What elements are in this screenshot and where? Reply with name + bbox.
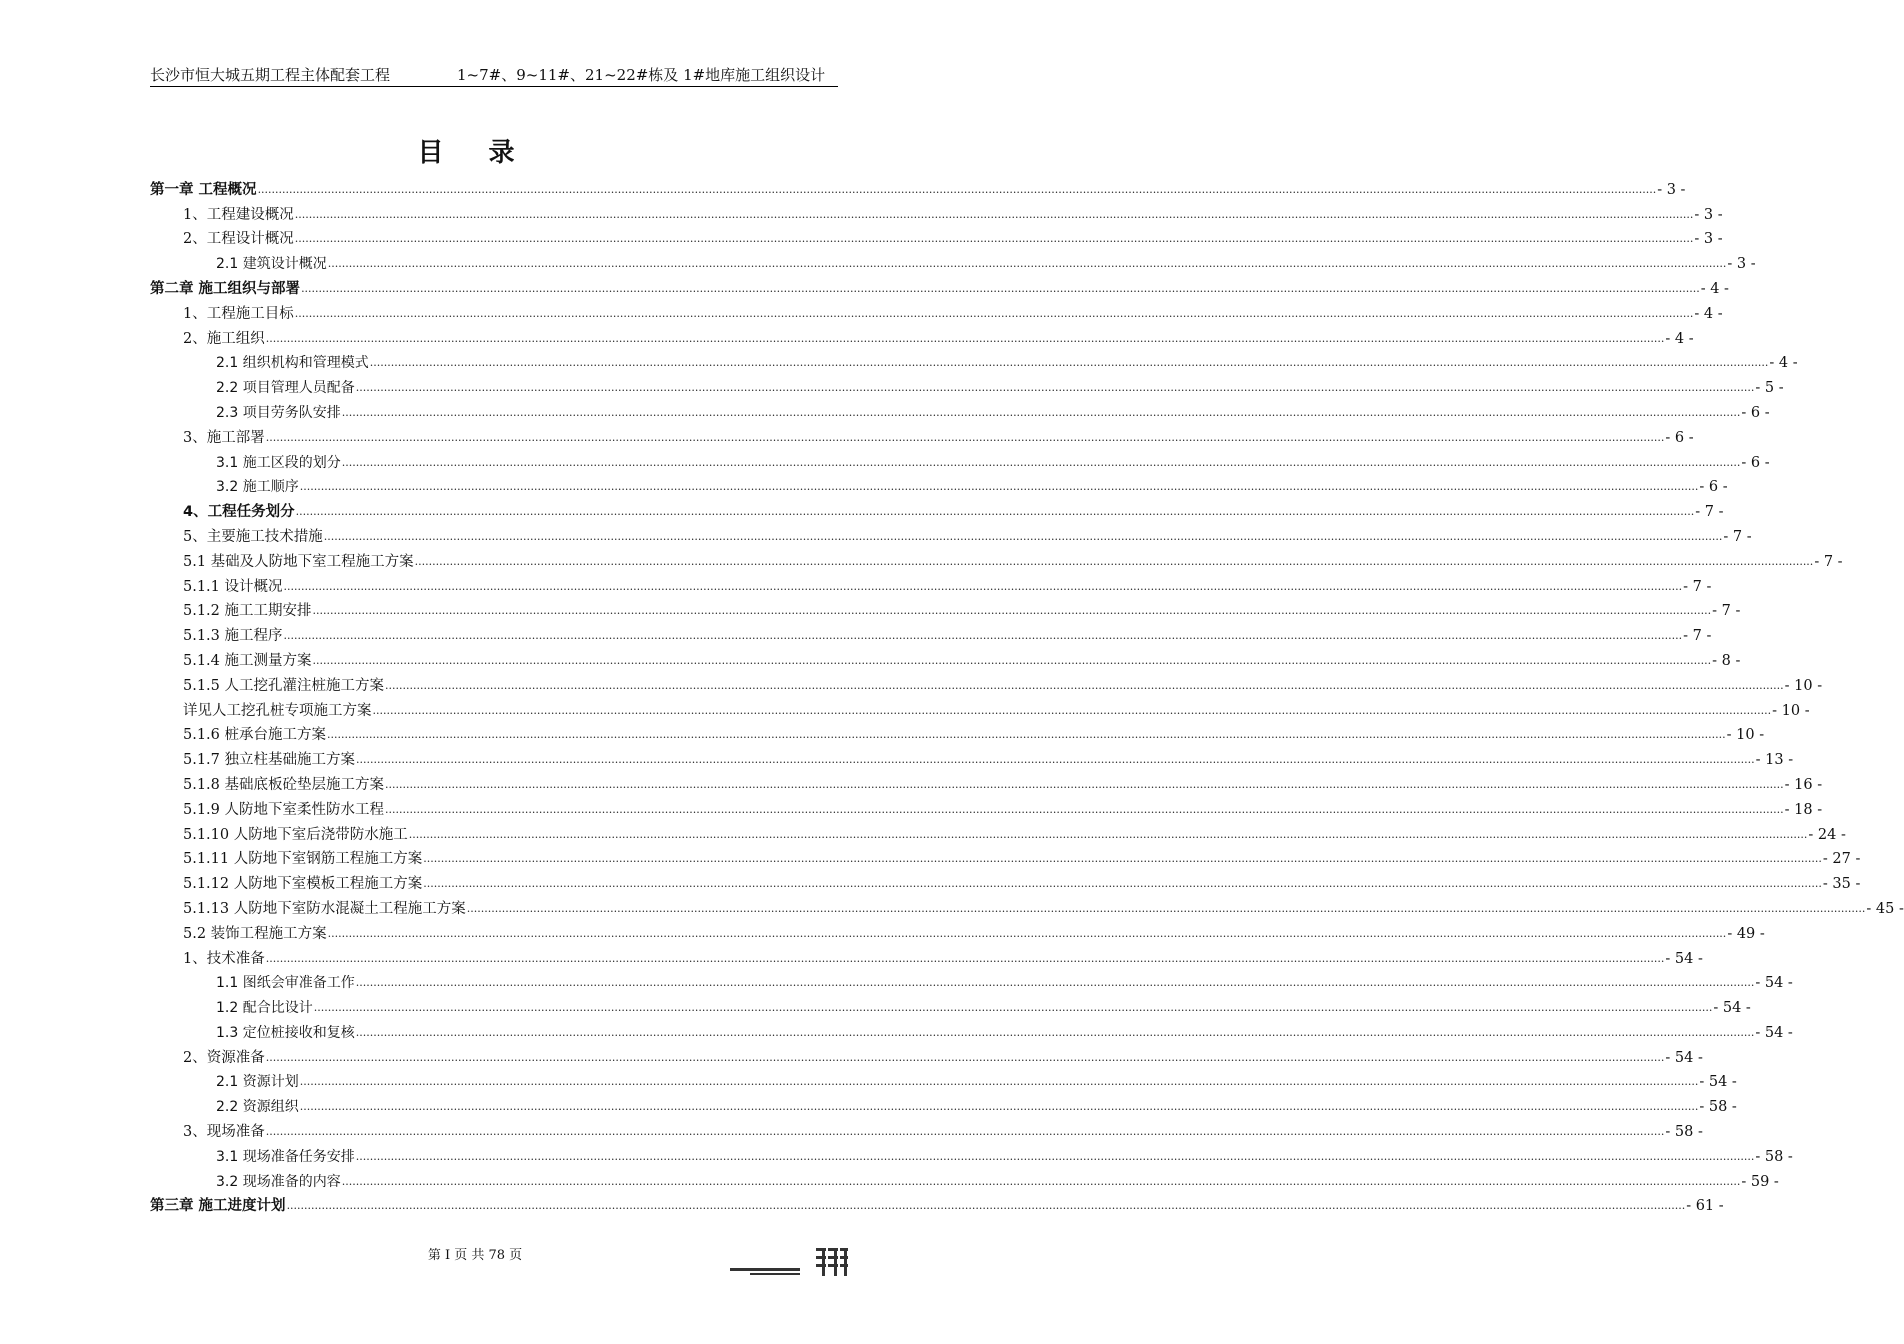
toc-leader-dots: ................................................................................................................................................................................................................................................................................................................................................................................................................ — [299, 480, 1699, 494]
toc-entry[interactable] — [150, 596, 1741, 621]
toc-entry[interactable] — [150, 199, 1723, 224]
toc-entry[interactable] — [150, 620, 1712, 645]
toc-entry-text: 5.1.2 施工工期安排 — [183, 603, 312, 620]
toc-leader-dots: ................................................................................................................................................................................................................................................................................................................................................................................................................ — [323, 529, 1723, 543]
toc-leader-dots: ................................................................................................................................................................................................................................................................................................................................................................................................................ — [356, 753, 1755, 767]
toc-leader-dots: ................................................................................................................................................................................................................................................................................................................................................................................................................ — [294, 306, 1694, 320]
toc-leader-dots: ................................................................................................................................................................................................................................................................................................................................................................................................................ — [385, 678, 1784, 692]
toc-leader-dots: ................................................................................................................................................................................................................................................................................................................................................................................................................ — [257, 182, 1657, 196]
toc-entry[interactable] — [150, 397, 1770, 422]
toc-entry-page: - 3 - — [1657, 181, 1686, 198]
toc-entry-text: 1、工程建设概况 — [183, 206, 294, 223]
toc-entry-page: - 18 - — [1784, 801, 1823, 818]
toc-entry[interactable] — [150, 1141, 1793, 1166]
toc-entry[interactable] — [150, 1166, 1779, 1191]
toc-entry-text: 第二章 施工组织与部署 — [150, 280, 301, 297]
toc-leader-dots: ................................................................................................................................................................................................................................................................................................................................................................................................................ — [299, 1075, 1699, 1089]
page-footer: 第 I 页 共 78 页 — [427, 1248, 523, 1263]
toc-entry-text: 5.1.13 人防地下室防水混凝土工程施工方案 — [183, 900, 466, 917]
toc-leader-dots: ................................................................................................................................................................................................................................................................................................................................................................................................................ — [312, 653, 1712, 667]
toc-leader-dots: ................................................................................................................................................................................................................................................................................................................................................................................................................ — [341, 455, 1741, 469]
toc-entry-page: - 6 - — [1741, 454, 1770, 471]
toc-entry[interactable] — [150, 472, 1728, 497]
toc-leader-dots: ................................................................................................................................................................................................................................................................................................................................................................................................................ — [355, 976, 1755, 990]
toc-entry-text: 1、技术准备 — [183, 950, 265, 967]
header-project-name: 长沙市恒大城五期工程主体配套工程 — [150, 66, 391, 84]
toc-entry-page: - 6 - — [1665, 429, 1694, 446]
toc-entry[interactable] — [150, 521, 1752, 546]
toc-entry-page: - 10 - — [1784, 677, 1823, 694]
toc-entry-text: 5.1.5 人工挖孔灌注桩施工方案 — [183, 677, 385, 694]
toc-entry-text: 2、施工组织 — [183, 330, 265, 347]
toc-leader-dots: ................................................................................................................................................................................................................................................................................................................................................................................................................ — [423, 852, 1822, 866]
toc-entry-text: 5.1.10 人防地下室后浇带防水施工 — [183, 826, 408, 843]
toc-entry[interactable] — [150, 794, 1823, 819]
toc-entry[interactable] — [150, 372, 1784, 397]
toc-entry[interactable] — [150, 422, 1694, 447]
toc-entry-page: - 4 - — [1700, 280, 1729, 297]
toc-entry-page: - 54 - — [1699, 1074, 1737, 1091]
company-logo-icon — [730, 1246, 848, 1280]
toc-leader-dots: ................................................................................................................................................................................................................................................................................................................................................................................................................ — [369, 356, 1769, 370]
toc-entry-text: 3.1 施工区段的划分 — [216, 454, 341, 471]
toc-entry[interactable] — [150, 918, 1765, 943]
toc-entry-page: - 7 - — [1712, 603, 1741, 620]
toc-entry[interactable] — [150, 744, 1794, 769]
table-of-contents — [150, 174, 1904, 1215]
toc-entry-text: 1.2 配合比设计 — [216, 1000, 313, 1017]
toc-entry-text: 2.2 资源组织 — [216, 1099, 299, 1116]
toc-entry[interactable] — [150, 1116, 1703, 1141]
toc-entry-page: - 4 - — [1694, 305, 1723, 322]
toc-leader-dots: ................................................................................................................................................................................................................................................................................................................................................................................................................ — [265, 1125, 1665, 1139]
toc-leader-dots: ................................................................................................................................................................................................................................................................................................................................................................................................................ — [414, 554, 1814, 568]
toc-entry-page: - 49 - — [1727, 925, 1765, 942]
toc-entry-page: - 4 - — [1665, 330, 1694, 347]
toc-entry[interactable] — [150, 496, 1724, 521]
toc-entry-page: - 3 - — [1694, 231, 1723, 248]
toc-entry[interactable] — [150, 323, 1694, 348]
toc-leader-dots: ................................................................................................................................................................................................................................................................................................................................................................................................................ — [355, 1149, 1755, 1163]
toc-entry[interactable] — [150, 298, 1723, 323]
toc-entry-page: - 7 - — [1723, 528, 1752, 545]
toc-leader-dots: ................................................................................................................................................................................................................................................................................................................................................................................................................ — [355, 1025, 1755, 1039]
toc-entry-text: 5.1.3 施工程序 — [183, 628, 283, 645]
toc-entry[interactable] — [150, 819, 1846, 844]
toc-entry-page: - 10 - — [1726, 727, 1765, 744]
toc-entry[interactable] — [150, 1042, 1703, 1067]
toc-entry-page: - 3 - — [1727, 256, 1756, 273]
toc-entry-page: - 5 - — [1755, 380, 1784, 397]
toc-entry[interactable] — [150, 720, 1765, 745]
toc-entry-text: 2.2 项目管理人员配备 — [216, 380, 355, 397]
toc-entry-text: 5.1.11 人防地下室钢筋工程施工方案 — [183, 851, 423, 868]
toc-leader-dots: ................................................................................................................................................................................................................................................................................................................................................................................................................ — [385, 777, 1784, 791]
toc-entry[interactable] — [150, 447, 1770, 472]
toc-entry[interactable] — [150, 670, 1823, 695]
toc-entry-page: - 24 - — [1808, 826, 1846, 843]
toc-entry[interactable] — [150, 546, 1843, 571]
toc-entry-page: - 58 - — [1665, 1124, 1703, 1141]
toc-leader-dots: ................................................................................................................................................................................................................................................................................................................................................................................................................ — [299, 1100, 1699, 1114]
toc-entry-text: 1.1 图纸会审准备工作 — [216, 975, 355, 992]
toc-entry-page: - 6 - — [1699, 479, 1728, 496]
toc-entry-text: 5.1 基础及人防地下室工程施工方案 — [183, 553, 414, 570]
toc-entry-page: - 7 - — [1814, 553, 1843, 570]
toc-entry-page: - 58 - — [1755, 1148, 1793, 1165]
toc-entry[interactable] — [150, 893, 1904, 918]
toc-entry[interactable] — [150, 868, 1861, 893]
toc-entry-page: - 54 - — [1755, 975, 1793, 992]
toc-leader-dots: ................................................................................................................................................................................................................................................................................................................................................................................................................ — [294, 207, 1694, 221]
toc-entry[interactable] — [150, 844, 1861, 869]
toc-leader-dots: ................................................................................................................................................................................................................................................................................................................................................................................................................ — [408, 827, 1808, 841]
toc-entry-text: 第三章 施工进度计划 — [150, 1198, 286, 1215]
toc-entry[interactable] — [150, 1091, 1737, 1116]
toc-entry[interactable] — [150, 695, 1810, 720]
toc-entry-page: - 27 - — [1822, 851, 1861, 868]
toc-entry-text: 3.2 施工顺序 — [216, 479, 299, 496]
toc-entry-page: - 3 - — [1694, 206, 1723, 223]
toc-entry-text: 第一章 工程概况 — [150, 181, 257, 198]
toc-entry-page: - 61 - — [1686, 1198, 1724, 1215]
toc-entry-page: - 7 - — [1695, 504, 1724, 521]
toc-entry[interactable] — [150, 348, 1798, 373]
toc-title: 目 录 — [417, 138, 533, 168]
toc-entry[interactable] — [150, 571, 1712, 596]
toc-entry-text: 5.1.4 施工测量方案 — [183, 652, 312, 669]
toc-entry-text: 5.2 装饰工程施工方案 — [183, 925, 327, 942]
toc-leader-dots: ................................................................................................................................................................................................................................................................................................................................................................................................................ — [372, 703, 1772, 717]
toc-entry-text: 1.3 定位桩接收和复核 — [216, 1024, 355, 1041]
toc-entry-text: 5.1.1 设计概况 — [183, 578, 283, 595]
toc-entry-text: 3、施工部署 — [183, 429, 265, 446]
toc-leader-dots: ................................................................................................................................................................................................................................................................................................................................................................................................................ — [385, 802, 1784, 816]
toc-leader-dots: ................................................................................................................................................................................................................................................................................................................................................................................................................ — [283, 629, 1683, 643]
toc-leader-dots: ................................................................................................................................................................................................................................................................................................................................................................................................................ — [265, 951, 1665, 965]
toc-entry[interactable] — [150, 968, 1793, 993]
toc-entry-page: - 13 - — [1755, 752, 1794, 769]
toc-entry-page: - 4 - — [1769, 355, 1798, 372]
toc-leader-dots: ................................................................................................................................................................................................................................................................................................................................................................................................................ — [313, 1001, 1713, 1015]
toc-entry-page: - 54 - — [1665, 1049, 1703, 1066]
toc-leader-dots: ................................................................................................................................................................................................................................................................................................................................................................................................................ — [327, 257, 1727, 271]
toc-entry-page: - 35 - — [1822, 876, 1861, 893]
toc-entry-text: 3.2 现场准备的内容 — [216, 1173, 341, 1190]
toc-entry[interactable] — [150, 174, 1686, 199]
toc-entry-page: - 16 - — [1784, 776, 1823, 793]
page-header — [150, 64, 838, 87]
toc-entry-page: - 58 - — [1699, 1099, 1737, 1116]
toc-entry[interactable] — [150, 1067, 1737, 1092]
toc-leader-dots: ................................................................................................................................................................................................................................................................................................................................................................................................................ — [265, 331, 1665, 345]
toc-entry-text: 5.1.9 人防地下室柔性防水工程 — [183, 801, 385, 818]
toc-leader-dots: ................................................................................................................................................................................................................................................................................................................................................................................................................ — [423, 877, 1822, 891]
toc-entry-text: 5.1.12 人防地下室模板工程施工方案 — [183, 876, 423, 893]
toc-entry[interactable] — [150, 645, 1741, 670]
toc-leader-dots: ................................................................................................................................................................................................................................................................................................................................................................................................................ — [327, 926, 1727, 940]
toc-leader-dots: ................................................................................................................................................................................................................................................................................................................................................................................................................ — [294, 232, 1694, 246]
toc-leader-dots: ................................................................................................................................................................................................................................................................................................................................................................................................................ — [265, 430, 1665, 444]
toc-leader-dots: ................................................................................................................................................................................................................................................................................................................................................................................................................ — [355, 381, 1755, 395]
toc-entry-page: - 54 - — [1755, 1024, 1793, 1041]
toc-entry-text: 2、资源准备 — [183, 1049, 265, 1066]
toc-leader-dots: ................................................................................................................................................................................................................................................................................................................................................................................................................ — [295, 505, 1695, 519]
toc-entry-text: 5.1.6 桩承台施工方案 — [183, 727, 327, 744]
toc-entry-text: 2.3 项目劳务队安排 — [216, 404, 341, 421]
toc-entry[interactable] — [150, 1191, 1724, 1216]
toc-leader-dots: ................................................................................................................................................................................................................................................................................................................................................................................................................ — [341, 405, 1741, 419]
toc-entry[interactable] — [150, 943, 1703, 968]
toc-entry-page: - 6 - — [1741, 404, 1770, 421]
toc-entry-page: - 45 - — [1866, 900, 1904, 917]
header-document-title: 1~7#、9~11#、21~22#栋及 1#地库施工组织设计 — [457, 66, 826, 84]
toc-entry-text: 3.1 现场准备任务安排 — [216, 1148, 355, 1165]
toc-entry-text: 5.1.7 独立柱基础施工方案 — [183, 752, 356, 769]
toc-entry-page: - 8 - — [1712, 652, 1741, 669]
toc-entry-page: - 54 - — [1713, 1000, 1751, 1017]
toc-leader-dots: ................................................................................................................................................................................................................................................................................................................................................................................................................ — [283, 579, 1683, 593]
toc-entry[interactable] — [150, 273, 1729, 298]
toc-leader-dots: ................................................................................................................................................................................................................................................................................................................................................................................................................ — [265, 1050, 1665, 1064]
toc-leader-dots: ................................................................................................................................................................................................................................................................................................................................................................................................................ — [301, 281, 1700, 295]
toc-entry-text: 2、工程设计概况 — [183, 231, 294, 248]
toc-entry-text: 3、现场准备 — [183, 1124, 265, 1141]
toc-entry-page: - 7 - — [1683, 578, 1712, 595]
toc-entry[interactable] — [150, 248, 1756, 273]
toc-entry-text: 详见人工挖孔桩专项施工方案 — [183, 702, 372, 719]
toc-entry-text: 2.1 建筑设计概况 — [216, 256, 327, 273]
toc-entry-text: 5、主要施工技术措施 — [183, 528, 323, 545]
toc-entry-page: - 59 - — [1741, 1173, 1779, 1190]
toc-entry-page: - 10 - — [1772, 702, 1810, 719]
toc-leader-dots: ................................................................................................................................................................................................................................................................................................................................................................................................................ — [327, 728, 1726, 742]
toc-entry-text: 5.1.8 基础底板砼垫层施工方案 — [183, 776, 385, 793]
toc-entry[interactable] — [150, 992, 1751, 1017]
toc-entry-page: - 54 - — [1665, 950, 1703, 967]
toc-leader-dots: ................................................................................................................................................................................................................................................................................................................................................................................................................ — [466, 901, 1866, 915]
toc-entry-text: 2.1 组织机构和管理模式 — [216, 355, 369, 372]
toc-entry[interactable] — [150, 769, 1823, 794]
toc-leader-dots: ................................................................................................................................................................................................................................................................................................................................................................................................................ — [286, 1199, 1686, 1213]
toc-entry[interactable] — [150, 224, 1723, 249]
toc-entry-text: 2.1 资源计划 — [216, 1074, 299, 1091]
toc-entry-text: 1、工程施工目标 — [183, 305, 294, 322]
toc-leader-dots: ................................................................................................................................................................................................................................................................................................................................................................................................................ — [341, 1174, 1741, 1188]
toc-entry-page: - 7 - — [1683, 628, 1712, 645]
toc-entry-text: 4、工程任务划分 — [183, 504, 295, 521]
toc-entry[interactable] — [150, 1017, 1793, 1042]
toc-leader-dots: ................................................................................................................................................................................................................................................................................................................................................................................................................ — [312, 604, 1712, 618]
